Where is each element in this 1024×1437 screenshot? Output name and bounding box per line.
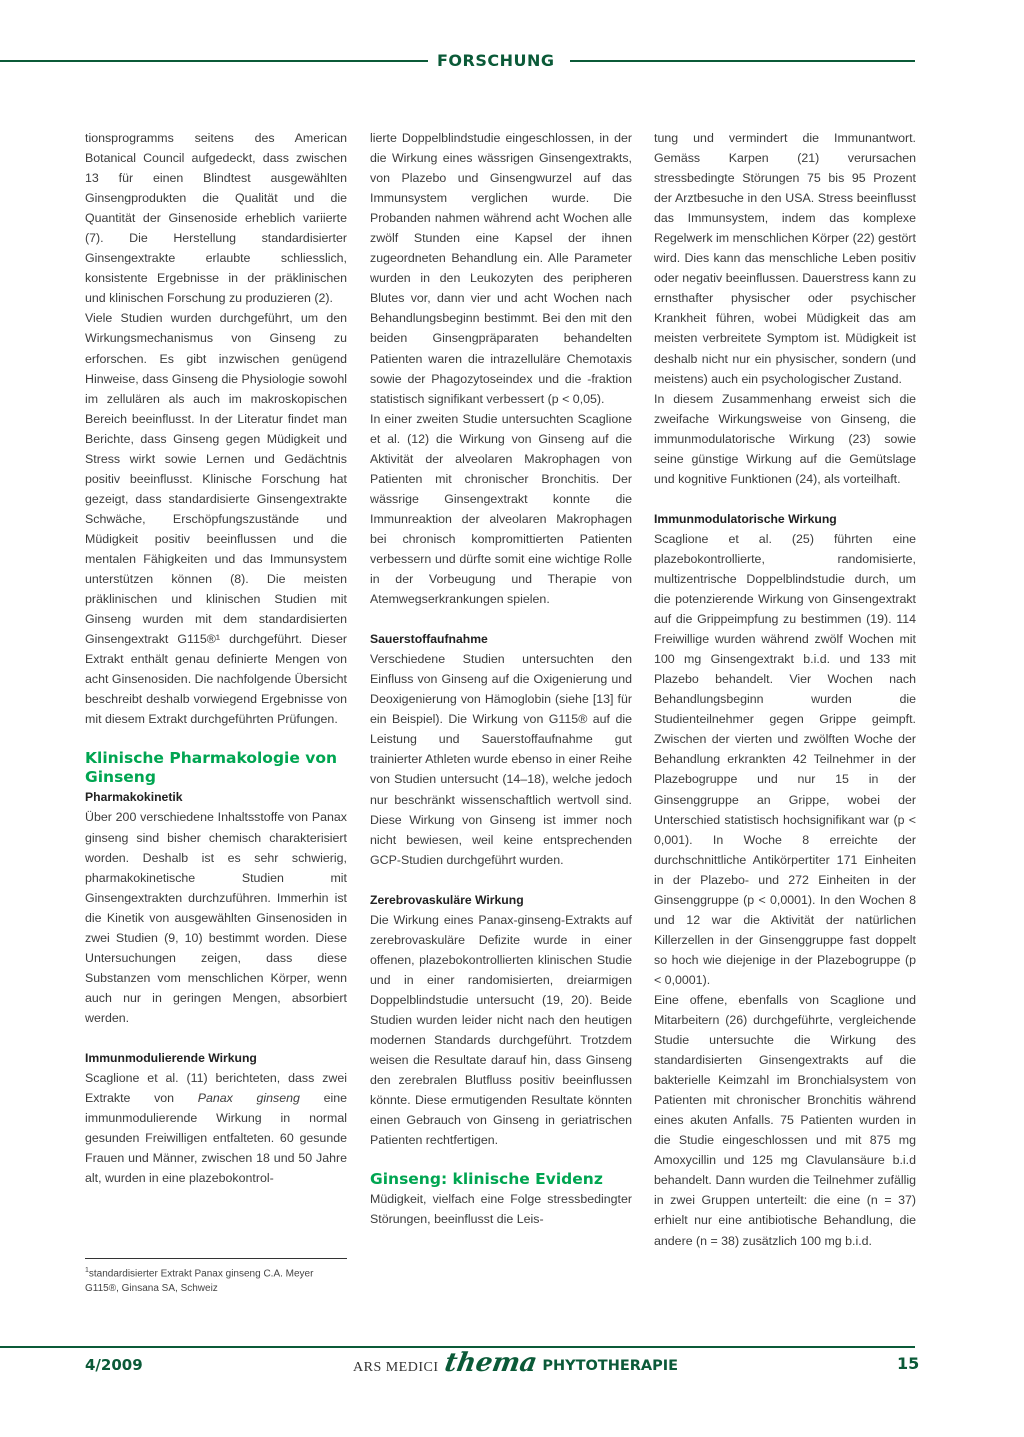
paragraph: Verschiedene Studien untersuchten den Einfluss von Ginseng auf die Oxigenierung und Deoxigenierung von Hämoglobin (siehe [13] für ein Beispiel). Die Wirkung von G115® auf die Leistung und Sauerstoffaufnahme gut trainierter Athleten wurde ebenso in einer Reihe von Studien untersucht (14–18), welche jedoch nur beschränkt wissenschaftlich wertvoll sind. Diese Wirkung von Ginseng ist immer noch nicht bewiesen, weil keine entsprechenden GCP-Studien durchgeführt wurden.: [370, 652, 632, 867]
section-heading-klinische-pharmakologie: Klinische Pharmakologie von Ginseng: [85, 749, 338, 787]
paragraph: In diesem Zusammenhang erweist sich die zweifache Wirkungsweise von Ginseng, die immunmodulatorische Wirkung (23) sowie seine günstige Wirkung auf die Gemütslage und kognitive Funktionen (24), als vorteilhaft.: [654, 391, 916, 486]
paragraph: In einer zweiten Studie untersuchten Scaglione et al. (12) die Wirkung von Ginseng auf die Aktivität der alveolaren Makrophagen von Patienten mit chronischer Bronchitis. Der wässrige Ginsengextrakt konnte die Immunreaktion der alveolaren Makrophagen bei chronisch kompromittierten Patienten verbessern und dürfte somit eine wichtige Rolle in der Vorbeugung und Therapie von Atemwegserkrankungen spielen.: [370, 411, 632, 607]
paragraph: Müdigkeit, vielfach eine Folge stressbedingter Störungen, beeinflusst die Leis-: [370, 1192, 632, 1227]
logo-ars-medici: ARS MEDICI: [353, 1360, 439, 1375]
paragraph: tionsprogramms seitens des American Botanical Council aufgedeckt, dass zwischen 13 für einen Blindtest ausgewählten Ginsengprodukten die Qualität und die Quantität der Ginsenoside erheblich variierte (7). Die Herstellung standardisierter Ginsengextrakte erlaubte schliesslich, konsistente Ergebnisse in der präklinischen und klinischen Forschung zu produzieren (2).: [85, 131, 347, 306]
section-heading-klinische-evidenz: Ginseng: klinische Evidenz: [370, 1170, 603, 1189]
column-1: [85, 128, 347, 1188]
page-number: 15: [897, 1354, 920, 1373]
column-3: [654, 128, 916, 1251]
page-header: [0, 50, 915, 72]
text-run: Scaglione et al. (11) berichteten, dass zwei Extrakte von: [85, 1071, 347, 1106]
paragraph: Eine offene, ebenfalls von Scaglione und Mitarbeitern (26) durchgeführte, vergleichende Studie untersuchte die Wirkung des standardisierten Ginsengextrakts auf die bakterielle Keimzahl im Bronchialsystem von Patienten mit chronischer Bronchitis während eines akuten Anfalls. 75 Patienten wurden in die Studie eingeschlossen und mit 875 mg Amoxycillin und 125 mg Clavulansäure b.i.d behandelt. Dann wurden die Teilnehmer zufällig in zwei Gruppen unterteilt: die eine (n = 37) erhielt nur eine antibiotische Behandlung, die andere (n = 38) zusätzlich 100 mg b.i.d.: [654, 992, 916, 1248]
paragraph: Die Wirkung eines Panax-ginseng-Extrakts auf zerebrovaskuläre Defizite wurde in einer offenen, plazebokontrollierten klinischen Studie und in einer randomisierten, dreiarmigen Doppelblindstudie untersucht (19, 20). Beide Studien wurden leider nicht nach den heutigen modernen Standards durchgeführt. Trotzdem weisen die Resultate darauf hin, dass Ginseng den zerebralen Blutfluss positiv beeinflussen könnte. Diese ermutigenden Resultate könnten einen Gebrauch von Ginseng in geriatrischen Patienten rechtfertigen.: [370, 912, 632, 1148]
header-rule-right: [570, 60, 915, 62]
subheading-immunmodulierende-wirkung: Immunmodulierende Wirkung: [85, 1050, 257, 1065]
section-title: FORSCHUNG: [437, 51, 555, 70]
subheading-sauerstoffaufnahme: Sauerstoffaufnahme: [370, 632, 488, 647]
paragraph: lierte Doppelblindstudie eingeschlossen, in der die Wirkung eines wässrigen Ginsengextrakts, von Plazebo und Ginsengwurzel auf das Immunsystem verglichen wurde. Die Probanden nahmen während acht Wochen alle zwölf Stunden eine Kapsel der ihnen zugeordneten Behandlung ein. Alle Parameter wurden in den Leukozyten des peripheren Blutes vor, dann vier und acht Wochen nach Behandlungsbeginn bestimmt. Bei den mit den beiden Ginsengpräparaten behandelten Patienten waren die intrazelluläre Chemotaxis sowie der Phagozytoseindex und die -fraktion statistisch signifikant verbessert (p < 0,05).: [370, 131, 632, 406]
paragraph: Über 200 verschiedene Inhaltsstoffe von Panax ginseng sind bisher chemisch charakterisiert worden. Deshalb ist es sehr schwierig, pharmakokinetische Studien mit Ginsengextrakten durchzuführen. Immerhin ist die Kinetik von ausgewählten Ginsenosiden in zwei Studien (9, 10) bestimmt worden. Diese Untersuchungen zeigen, dass diese Substanzen vom menschlichen Körper, wenn auch nur in geringen Mengen, absorbiert werden.: [85, 810, 347, 1025]
text-run: eine immunmodulierende Wirkung in normal gesunden Freiwilligen entfalteten. 60 gesunde Frauen und Männer, zwischen 18 und 50 Jahre alt, wurden in eine plazebokontrol-: [85, 1091, 347, 1186]
logo-thema: thema: [441, 1348, 539, 1378]
topic-label: PHYTOTHERAPIE: [542, 1358, 679, 1374]
issue-number: 4/2009: [85, 1356, 143, 1374]
paragraph: tung und vermindert die Immunantwort. Gemäss Karpen (21) verursachen stressbedingte Störungen 75 bis 95 Prozent der Arztbesuche in den USA. Stress beeinflusst das Immunsystem, indem das komplexe Regelwerk im menschlichen Körper (22) gestört wird. Dies kann das menschliche Leben positiv oder negativ beeinflussen. Dauerstress kann zu ernsthafter physischer oder psychischer Krankheit führen, wobei Müdigkeit das am meisten verbreitete Symptom ist. Müdigkeit ist deshalb nicht nur ein physischer, sondern (und meistens) auch ein psychologischer Zustand.: [654, 131, 916, 386]
footnote-text: standardisierter Extrakt Panax ginseng C.A. Meyer G115®, Ginsana SA, Schweiz: [85, 1268, 314, 1295]
publication-logo: [353, 1348, 679, 1386]
species-name: Panax ginseng: [197, 1091, 300, 1106]
subheading-immunmodulatorische-wirkung: Immunmodulatorische Wirkung: [654, 511, 837, 526]
paragraph: Viele Studien wurden durchgeführt, um den Wirkungsmechanismus von Ginseng zu erforschen. Es gibt inzwischen genügend Hinweise, dass Ginseng die Physiologie sowohl im zellulären als auch im makroskopischen Bereich beeinflusst. In der Literatur findet man Berichte, dass Ginseng gegen Müdigkeit und Stress wirkt sowie Lernen und Gedächtnis positiv beeinflusst. Klinische Forschung hat gezeigt, dass standardisierte Ginsengextrakte Schwäche, Erschöpfungszustände und Müdigkeit positiv beeinflussen und die mentalen Fähigkeiten und das Immunsystem unterstützen können (8). Die meisten präklinischen und klinischen Studien mit Ginseng wurden mit dem standardisierten Ginsengextrakt G115®¹ durchgeführt. Dieser Extrakt enthält genau definierte Mengen von acht Ginsenosiden. Die nachfolgende Übersicht beschreibt deshalb vorwiegend Ergebnisse von mit diesem Extrakt durchgeführten Prüfungen.: [85, 311, 347, 727]
column-2: [370, 128, 632, 1229]
paragraph: Scaglione et al. (25) führten eine plazebokontrollierte, randomisierte, multizentrische Doppelblindstudie durch, um die potenzierende Wirkung von Ginsengextrakt auf die Grippeimpfung zu bestimmen (19). 114 Freiwillige wurden während zwölf Wochen mit 100 mg Ginsengextrakt b.i.d. und 133 mit Plazebo behandelt. Vier Wochen nach Behandlungsbeginn wurden die Studienteilnehmer gegen Grippe geimpft. Zwischen der vierten und zwölften Woche der Behandlung erkrankten 42 Teilnehmer in der Plazebogruppe und nur 15 in der Ginsenggruppe an Grippe, wobei der Unterschied statistisch hochsignifikant war (p < 0,001). In Woche 8 erreichte der durchschnittliche Antikörpertiter 171 Einheiten in der Plazebo- und 272 Einheiten in der Ginsenggruppe (p < 0,0001). In den Wochen 8 und 12 war die Aktivität der natürlichen Killerzellen in der Ginsenggruppe fast doppelt so hoch wie diejenige in der Plazebogruppe (p < 0,0001).: [654, 531, 916, 987]
subheading-pharmakokinetik: Pharmakokinetik: [85, 790, 183, 805]
header-rule-left: [0, 60, 428, 62]
paragraph: [85, 1068, 347, 1188]
footnote: [85, 1258, 347, 1296]
subheading-zerebrovaskulaere-wirkung: Zerebrovaskuläre Wirkung: [370, 892, 524, 907]
footnote-marker: 1: [85, 1267, 89, 1274]
